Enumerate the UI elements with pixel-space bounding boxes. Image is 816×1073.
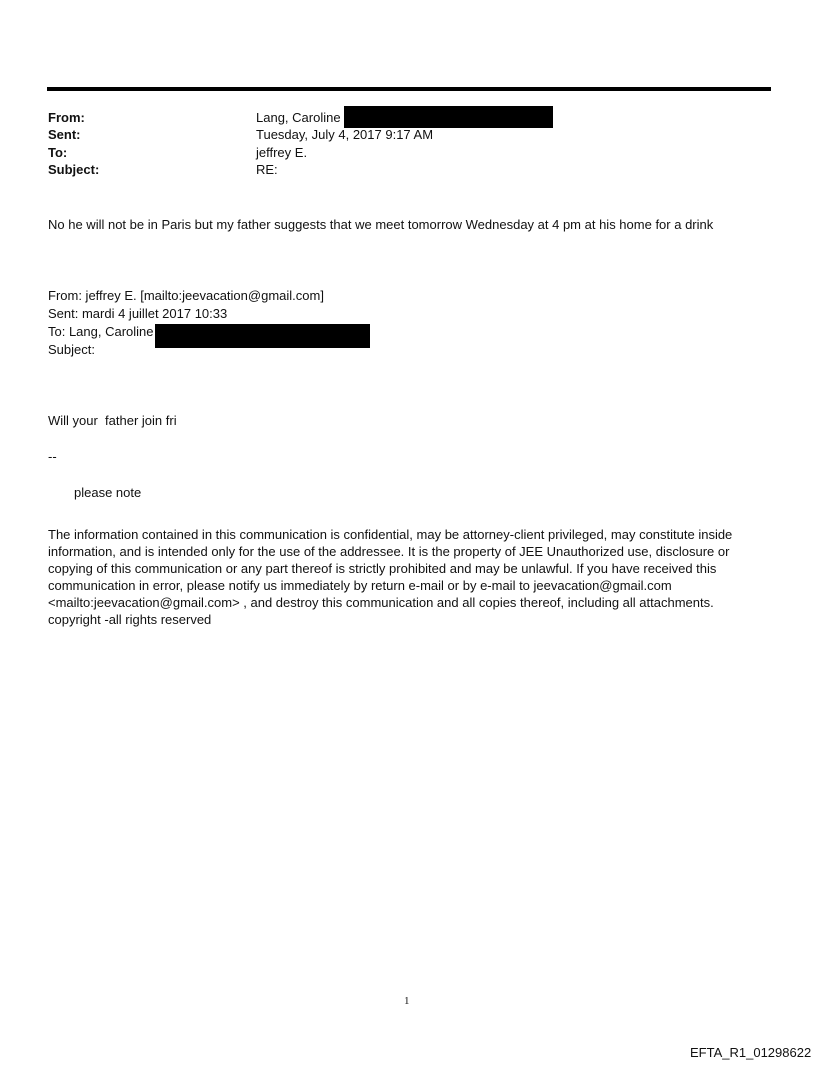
redaction-box [155, 324, 370, 348]
to-label: To: [48, 145, 68, 160]
document-id: EFTA_R1_01298622 [690, 1045, 812, 1060]
to-value: jeffrey E. [256, 145, 308, 160]
reply-body: No he will not be in Paris but my father suggests that we meet tomorrow Wednesday at 4 pm at his home for a drink [48, 217, 714, 232]
signature-separator: -- [48, 449, 57, 464]
sent-label: Sent: [48, 127, 81, 142]
quoted-subject: Subject: [48, 342, 95, 357]
from-label: From: [48, 110, 85, 125]
subject-label: Subject: [48, 162, 100, 177]
quoted-sent: Sent: mardi 4 juillet 2017 10:33 [48, 306, 228, 321]
subject-value: RE: [256, 162, 278, 177]
note-heading: please note [74, 485, 142, 500]
header-rule [47, 87, 771, 91]
quoted-body: Will your father join fri [48, 413, 177, 428]
sent-value: Tuesday, July 4, 2017 9:17 AM [256, 127, 434, 142]
quoted-from: From: jeffrey E. [mailto:jeevacation@gmail.com] [48, 288, 324, 303]
quoted-to: To: Lang, Caroline [48, 324, 154, 339]
from-value: Lang, Caroline [256, 110, 341, 125]
redaction-box [344, 106, 553, 128]
disclaimer: The information contained in this communication is confidential, may be attorney-client privileged, may constitute inside information, and is intended only for the use of the addressee. It is the property of JEE Unauthorized use, disclosure or copying of this communication or any part thereof is strictly prohibited and may be unlawful. If you have received this communication in error, please notify us immediately by return e-mail or by e-mail to jeevacation@gmail.com <mailto:jeevacation@gmail.com> , and destroy this communication and all copies thereof, including all attachments. copyright -all rights reserved [48, 527, 733, 627]
page-number: 1 [404, 995, 410, 1007]
